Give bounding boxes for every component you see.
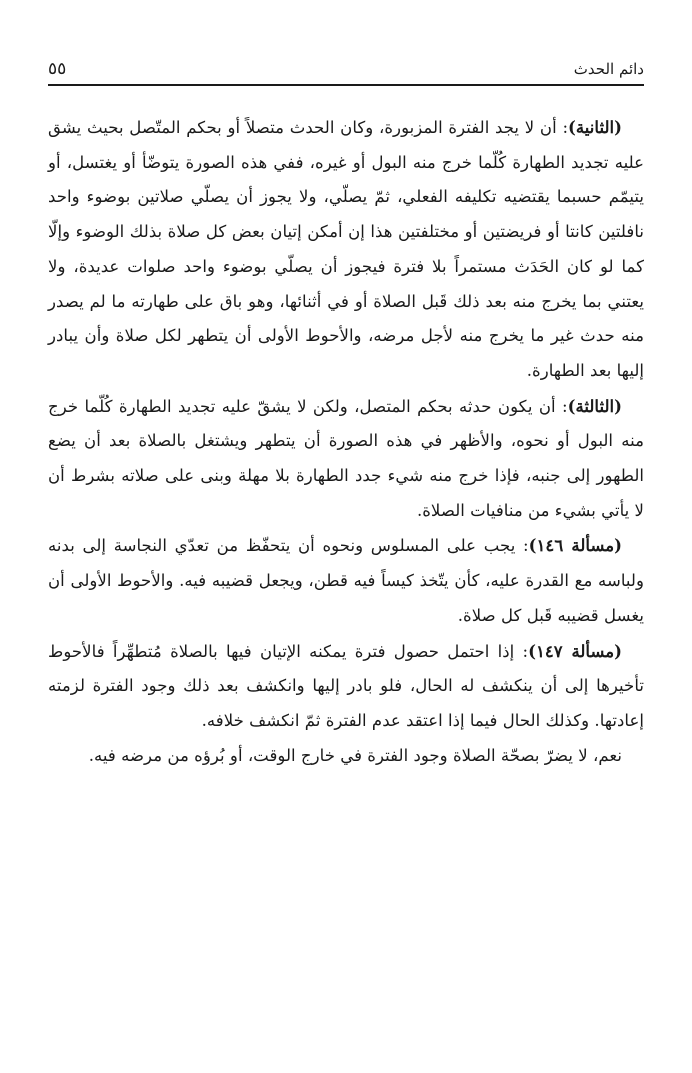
paragraph-text: : يجب على المسلوس ونحوه أن يتحفّظ من تعدّي النجاسة إلى بدنه ولباسه مع القدرة عليه، كأن يتّخذ كيساً فيه قطن، ويجعل قضيبه فيه. والأحوط الأولى أن يغسل قضيبه قَبل كل صلاة. xyxy=(48,536,644,625)
paragraph-text: : إذا احتمل حصول فترة يمكنه الإتيان فيها بالصلاة مُتطهِّراً فالأحوط تأخيرها إلى أن ينكشف له الحال، فلو بادر إليها وانكشف بعد ذلك وجود الفترة لزمته إعادتها. وكذلك الحال فيما إذا اعتقد عدم الفترة ثمّ انكشف خلافه. xyxy=(48,641,644,730)
paragraph-label: (الثانية) xyxy=(568,117,622,137)
paragraph-label: (الثالثة) xyxy=(567,395,622,416)
paragraph-second-case xyxy=(48,110,644,389)
paragraph-text: : أن يكون حدثه بحكم المتصل، ولكن لا يشقّ عليه تجديد الطهارة كُلّما خرج منه البول أو نحوه، والأظهر في هذه الصورة أن يتطهر ويشتغل بالصلاة بعد أن يضع الطهور إلى جنبه، فإذا خرج منه شيء جدد الطهارة بلا مهلة وبنى على صلاته بشرط أن لا يأتي بشيء من منافيات الصلاة. xyxy=(48,396,644,520)
paragraph-third-case xyxy=(48,389,644,529)
page-number: ٥٥ xyxy=(48,59,67,79)
paragraph-issue-146 xyxy=(48,528,644,633)
paragraph-label: (مسألة ١٤٦) xyxy=(528,535,622,556)
page-body xyxy=(48,110,644,773)
page-header xyxy=(48,58,644,86)
paragraph-label: (مسألة ١٤٧) xyxy=(528,640,623,661)
paragraph-issue-147 xyxy=(48,634,644,739)
paragraph-text: نعم، لا يضرّ بصحّة الصلاة وجود الفترة في خارج الوقت، أو بُرؤه من مرضه فيه. xyxy=(88,745,622,765)
running-title: دائم الحدث xyxy=(573,60,644,78)
paragraph-text: : أن لا يجد الفترة المزبورة، وكان الحدث متصلاً أو بحكم المتّصل بحيث يشق عليه تجديد الطهارة كُلّما خرج منه البول أو غيره، ففي هذه الصورة يتوضّأ أو يغتسل، أو يتيمّم حسبما يقتضيه تكليفه الفعلي، ثمّ يصلّي، ولا يجوز أن يصلّي صلاتين بوضوء واحد نافلتين كانتا أو فريضتين أو مختلفتين هذا إن أمكن إتيان بعض كل صلاة بذلك الوضوء وإلّا كما لو كان الحَدَث مستمراً بلا فترة فيجوز أن يصلّي بوضوء واحد صلوات عديدة، ولا يعتني بما يخرج منه بعد ذلك قَبل الصلاة أو في أثنائها، وهو باق على طهارته ما لم يصدر منه حدث غير ما يخرج منه لأجل مرضه، والأحوط الأولى أن يتطهر لكل صلاة وأن يبادر إليها بعد الطهارة. xyxy=(48,118,644,380)
paragraph-note xyxy=(48,739,644,774)
